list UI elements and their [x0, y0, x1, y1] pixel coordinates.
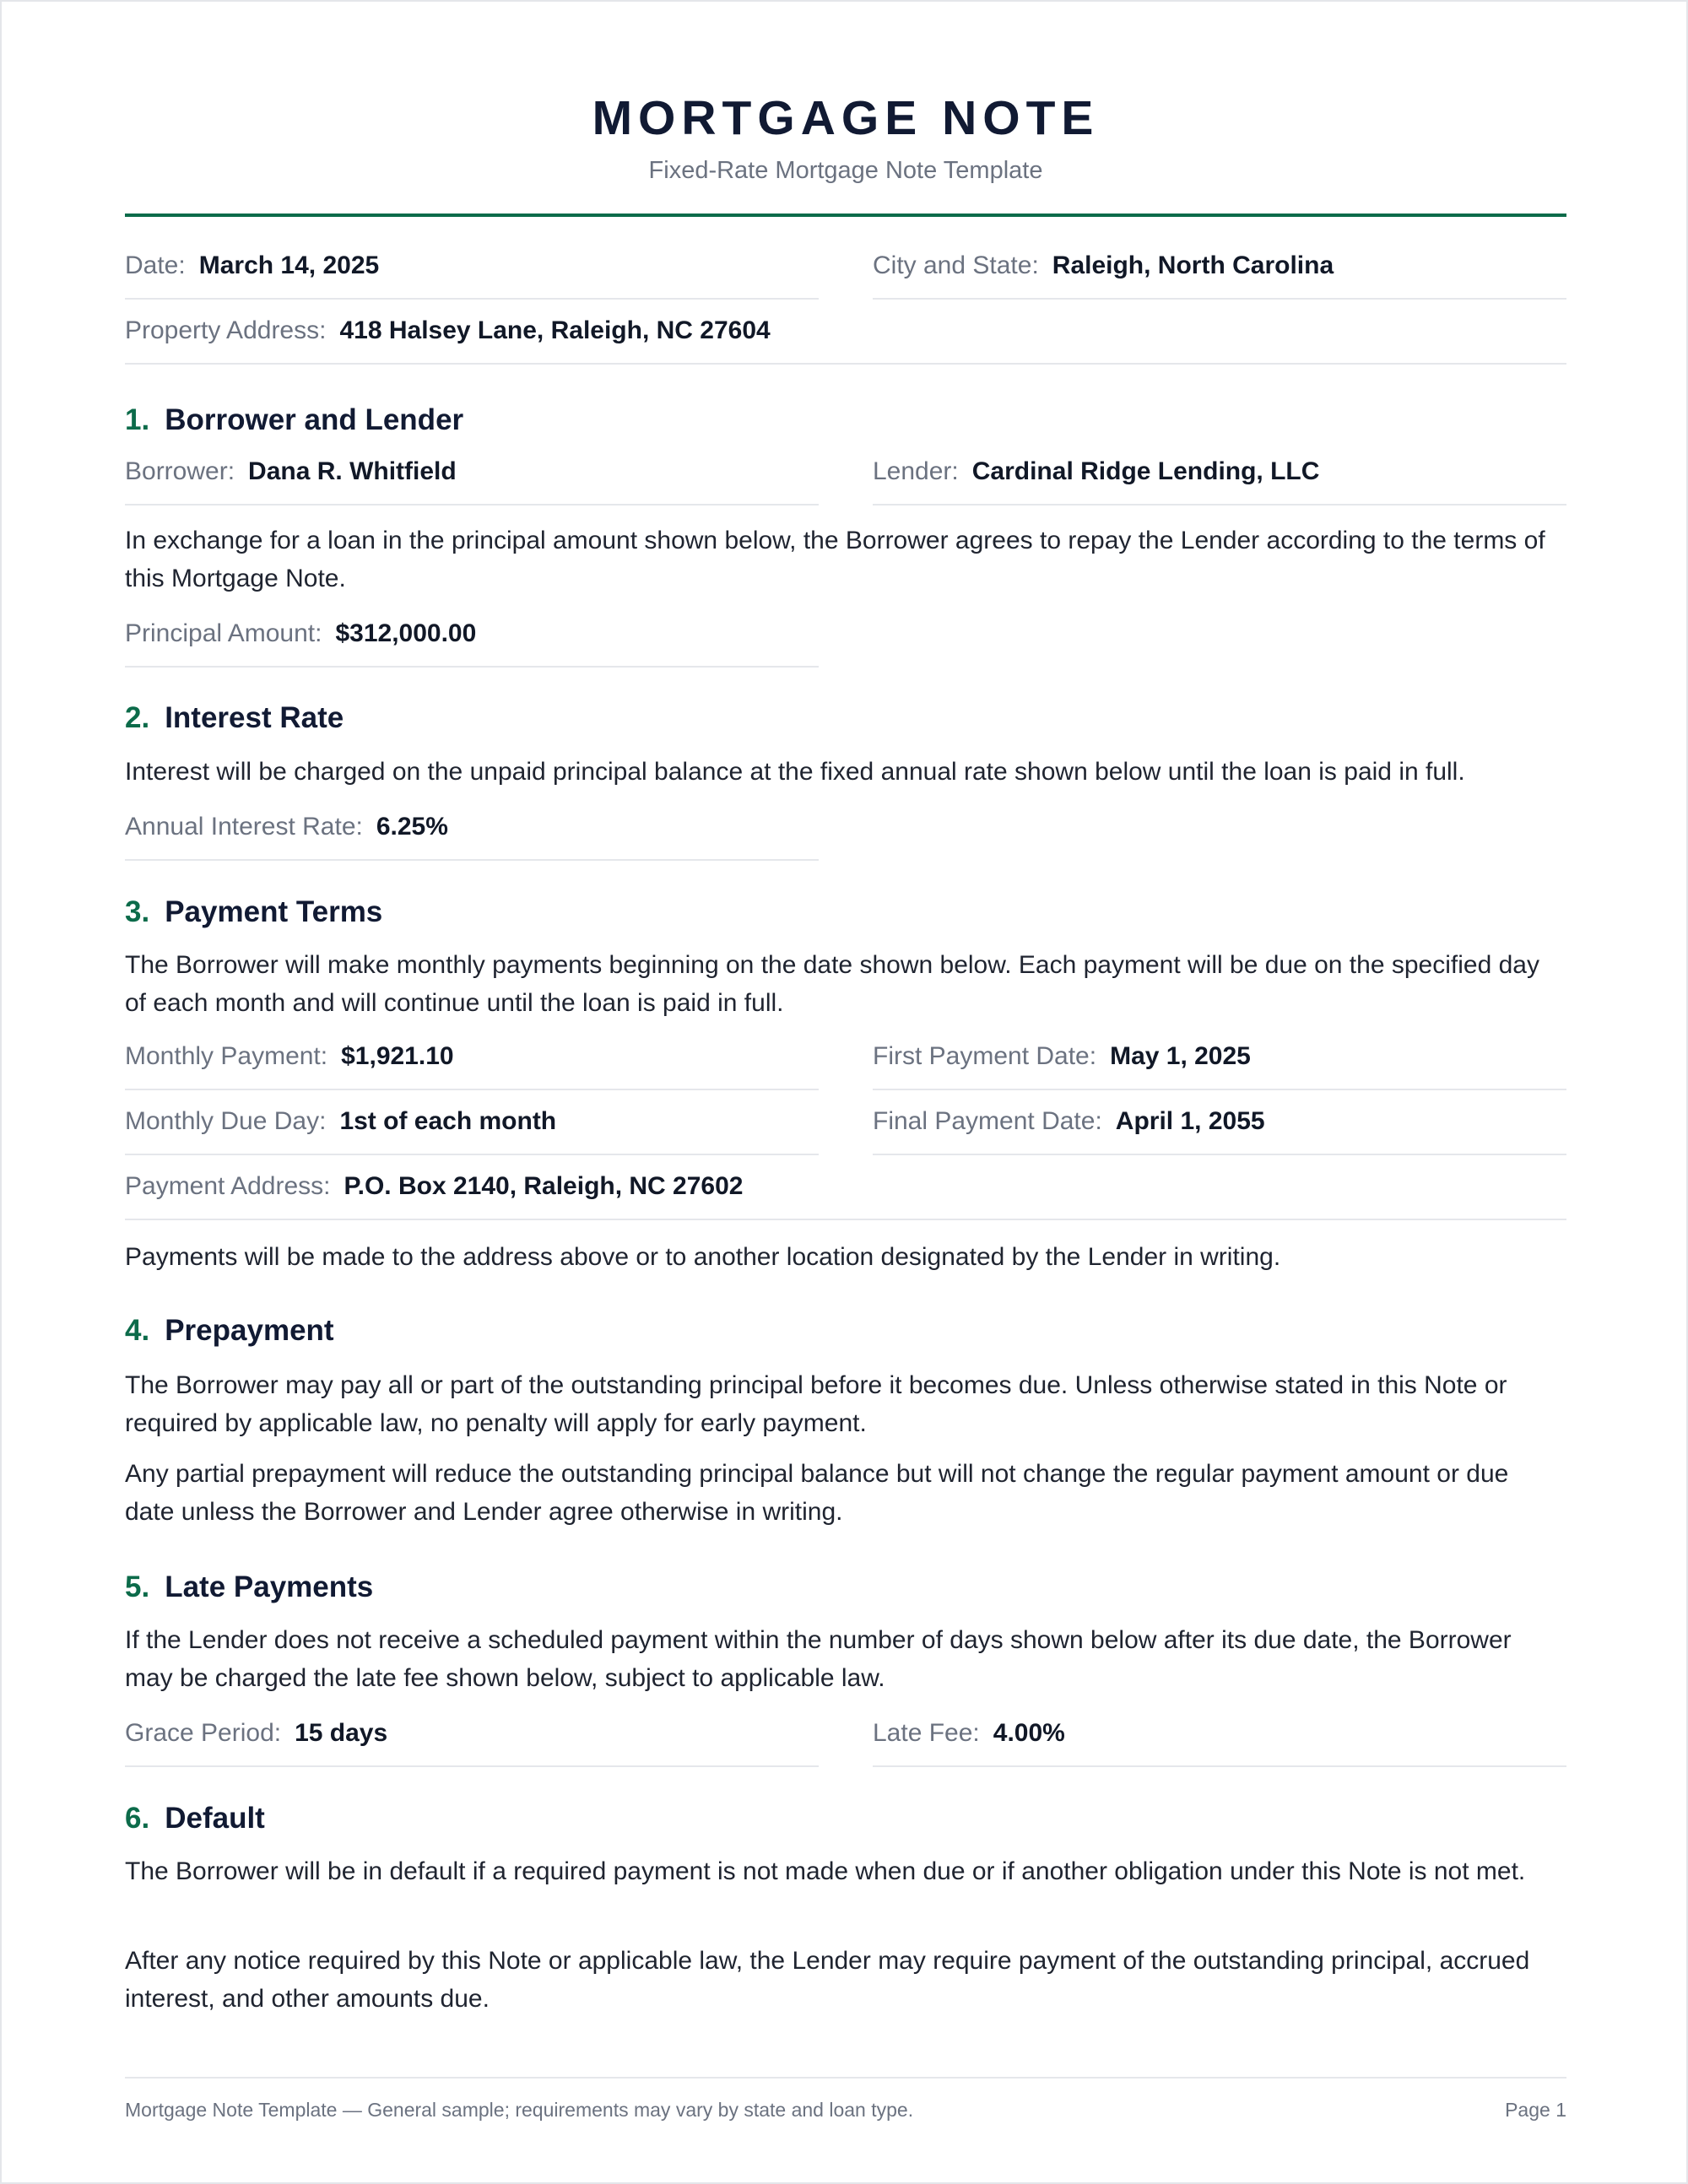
lender-field [873, 439, 1566, 505]
first-payment-date-field [873, 1024, 1566, 1090]
payment-terms-paragraph: The Borrower will make monthly payments beginning on the date shown below. Each payment will be due on the specified day of each month and will continue until the loan is paid in full. [125, 951, 1539, 1017]
city-state-value: Raleigh, North Carolina [1052, 251, 1334, 279]
city-state-label: City and State: [873, 251, 1039, 279]
page-number: Page 1 [1505, 2099, 1566, 2121]
date-field [125, 233, 819, 300]
monthly-due-day-field [125, 1089, 819, 1155]
payment-address-field [125, 1154, 1566, 1220]
default-paragraph: The Borrower will be in default if a required payment is not made when due or if another obligation under this Note is not met. [125, 1857, 1526, 1885]
section-heading-late-payments [125, 1568, 373, 1607]
monthly-payment-value: $1,921.10 [341, 1041, 454, 1070]
payment-address-label: Payment Address: [125, 1171, 331, 1200]
lender-label: Lender: [873, 457, 959, 485]
city-state-field [873, 233, 1566, 300]
final-payment-date-label: Final Payment Date: [873, 1106, 1102, 1135]
late-payments-paragraph: If the Lender does not receive a scheduled payment within the number of days shown below after its due date, the Borrower may be charged the late fee shown below, subject to applicable law. [125, 1626, 1512, 1692]
section-number: 4. [125, 1314, 150, 1347]
late-fee-field [873, 1700, 1566, 1767]
section-title: Late Payments [165, 1570, 374, 1603]
annual-interest-rate-label: Annual Interest Rate: [125, 812, 363, 841]
annual-interest-rate-value: 6.25% [376, 812, 448, 841]
section-number: 3. [125, 895, 150, 928]
first-payment-date-value: May 1, 2025 [1110, 1041, 1251, 1070]
section-title: Payment Terms [165, 895, 383, 928]
final-payment-date-value: April 1, 2055 [1115, 1106, 1265, 1135]
section-title: Borrower and Lender [165, 403, 464, 436]
prepayment-paragraph: The Borrower may pay all or part of the outstanding principal before it becomes due. Unless otherwise stated in this Note or required by applicable law, no penalty will apply for early payment. [125, 1371, 1507, 1437]
footer-note: Mortgage Note Template — General sample; requirements may vary by state and loan type. [125, 2099, 914, 2121]
principal-amount-value: $312,000.00 [335, 619, 477, 647]
borrower-field [125, 439, 819, 505]
payment-location-paragraph: Payments will be made to the address above or to another location designated by the Lender in writing. [125, 1243, 1281, 1271]
date-label: Date: [125, 251, 186, 279]
section-heading-payment-terms [125, 893, 382, 932]
section-heading-default [125, 1799, 265, 1838]
section-title: Default [165, 1802, 265, 1835]
section-number: 5. [125, 1570, 150, 1603]
grace-period-label: Grace Period: [125, 1718, 282, 1747]
lender-value: Cardinal Ridge Lending, LLC [971, 457, 1320, 485]
monthly-due-day-value: 1st of each month [339, 1106, 557, 1135]
payment-address-value: P.O. Box 2140, Raleigh, NC 27602 [344, 1171, 744, 1200]
property-address-field [125, 298, 1566, 365]
section-heading-borrower-lender [125, 401, 463, 440]
partial-prepayment-paragraph: Any partial prepayment will reduce the outstanding principal balance but will not change the regular payment amount or due date unless the Borrower and Lender agree otherwise in writing. [125, 1460, 1509, 1526]
date-value: March 14, 2025 [198, 251, 380, 279]
monthly-due-day-label: Monthly Due Day: [125, 1106, 327, 1135]
property-address-value: 418 Halsey Lane, Raleigh, NC 27604 [339, 316, 771, 344]
borrower-label: Borrower: [125, 457, 235, 485]
property-address-label: Property Address: [125, 316, 327, 344]
principal-amount-label: Principal Amount: [125, 619, 322, 647]
late-fee-label: Late Fee: [873, 1718, 980, 1747]
final-payment-date-field [873, 1089, 1566, 1155]
grace-period-value: 15 days [295, 1718, 388, 1747]
monthly-payment-label: Monthly Payment: [125, 1041, 328, 1070]
section-title: Interest Rate [165, 701, 344, 734]
acceleration-paragraph: After any notice required by this Note or applicable law, the Lender may require payment of the outstanding principal, accrued interest, and other amounts due. [125, 1947, 1530, 2013]
document-subtitle: Fixed-Rate Mortgage Note Template [648, 157, 1043, 184]
monthly-payment-field [125, 1024, 819, 1090]
footer-divider [125, 2077, 1566, 2079]
annual-interest-rate-field [125, 794, 819, 861]
interest-rate-paragraph: Interest will be charged on the unpaid principal balance at the fixed annual rate shown below until the loan is paid in full. [125, 758, 1465, 786]
first-payment-date-label: First Payment Date: [873, 1041, 1097, 1070]
borrower-lender-paragraph: In exchange for a loan in the principal amount shown below, the Borrower agrees to repay the Lender according to the terms of this Mortgage Note. [125, 527, 1545, 592]
section-number: 1. [125, 403, 150, 436]
section-heading-prepayment [125, 1311, 334, 1350]
principal-amount-field [125, 601, 819, 668]
title-divider [125, 214, 1566, 217]
section-number: 6. [125, 1802, 150, 1835]
section-title: Prepayment [165, 1314, 334, 1347]
late-fee-value: 4.00% [993, 1718, 1065, 1747]
section-number: 2. [125, 701, 150, 734]
document-title: MORTGAGE NOTE [592, 91, 1100, 145]
grace-period-field [125, 1700, 819, 1767]
borrower-value: Dana R. Whitfield [248, 457, 457, 485]
section-heading-interest-rate [125, 699, 344, 738]
